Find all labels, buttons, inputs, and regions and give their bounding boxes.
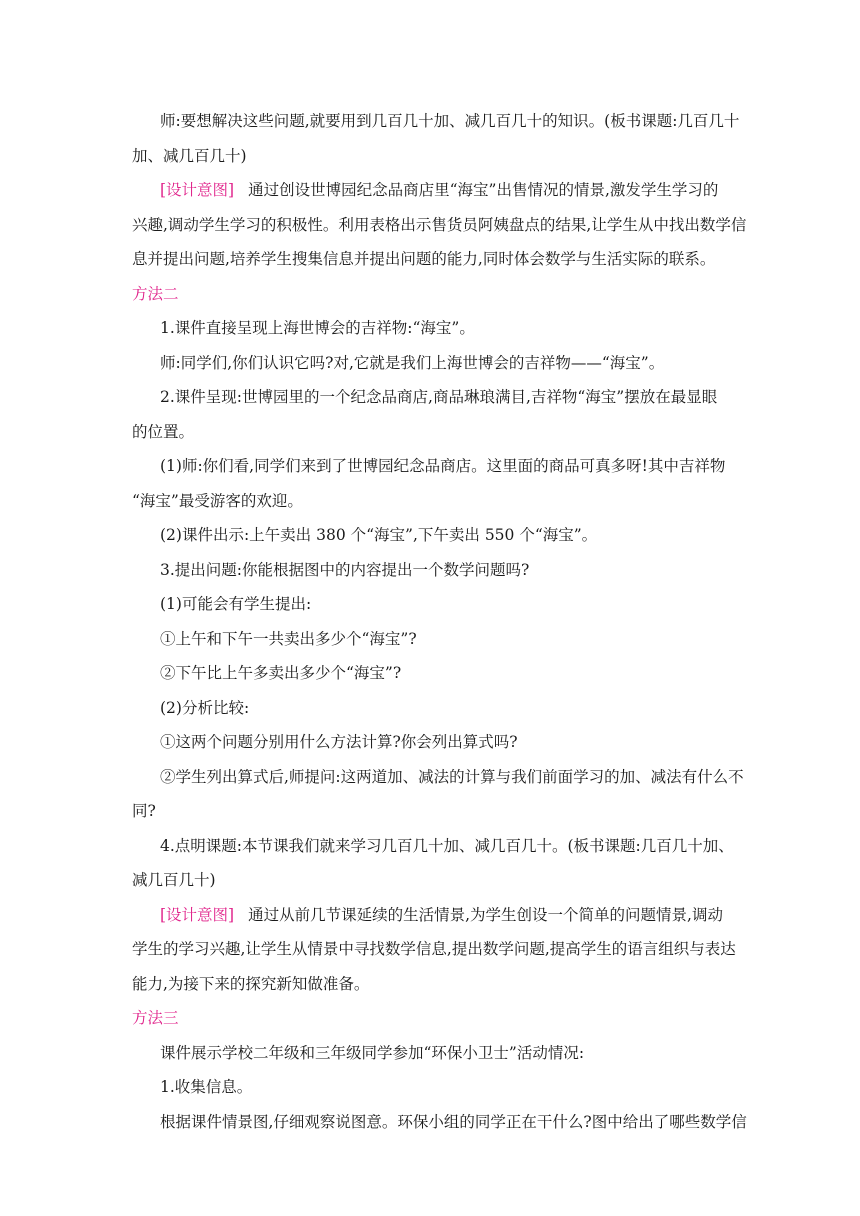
text-line: 1.收集信息。 bbox=[160, 1078, 253, 1096]
text-line: 3.提出问题:你能根据图中的内容提出一个数学问题吗? bbox=[160, 560, 530, 579]
section-heading: 方法二 bbox=[132, 284, 179, 303]
design-intent-text: 通过从前几节课延续的生活情景,为学生创设一个简单的问题情景,调动 bbox=[248, 905, 723, 924]
section-heading: 方法三 bbox=[132, 1009, 179, 1027]
text-line: 加、减几百几十) bbox=[132, 146, 247, 165]
text-line: 兴趣,调动学生学习的积极性。利用表格出示售货员阿姨盘点的结果,让学生从中找出数学信 bbox=[132, 215, 747, 234]
text-line: 4.点明课题:本节课我们就来学习几百几十加、减几百几十。(板书课题:几百几十加、 bbox=[160, 836, 734, 855]
text-line: ②学生列出算式后,师提问:这两道加、减法的计算与我们前面学习的加、减法有什么不 bbox=[160, 767, 744, 786]
text-line: 息并提出问题,培养学生搜集信息并提出问题的能力,同时体会数学与生活实际的联系。 bbox=[132, 250, 716, 268]
text-line: (2)课件出示:上午卖出 380 个“海宝”,下午卖出 550 个“海宝”。 bbox=[160, 526, 598, 544]
text-line: “海宝”最受游客的欢迎。 bbox=[132, 491, 303, 510]
text-line: 减几百几十) bbox=[132, 871, 216, 889]
text-line: 学生的学习兴趣,让学生从情景中寻找数学信息,提出数学问题,提高学生的语言组织与表达 bbox=[132, 940, 736, 958]
text-line: 2.课件呈现:世博园里的一个纪念品商店,商品琳琅满目,吉祥物“海宝”摆放在最显眼 bbox=[160, 388, 718, 406]
text-line: 的位置。 bbox=[132, 422, 195, 441]
text-line: 同? bbox=[132, 802, 156, 820]
design-intent-text: 通过创设世博园纪念品商店里“海宝”出售情况的情景,激发学生学习的 bbox=[248, 181, 719, 199]
design-intent-paragraph bbox=[132, 900, 732, 931]
document-body bbox=[132, 106, 747, 1141]
text-line: 根据课件情景图,仔细观察说图意。环保小组的同学正在干什么?图中给出了哪些数学信 bbox=[160, 1112, 747, 1131]
design-intent-paragraph bbox=[132, 175, 732, 206]
text-line: 能力,为接下来的探究新知做准备。 bbox=[132, 974, 370, 993]
text-line: (1)可能会有学生提出: bbox=[160, 595, 312, 613]
text-line: 师:同学们,你们认识它吗?对,它就是我们上海世博会的吉祥物——“海宝”。 bbox=[160, 353, 665, 372]
design-intent-tag: [设计意图] bbox=[160, 181, 235, 199]
text-line: ①这两个问题分别用什么方法计算?你会列出算式吗? bbox=[160, 733, 518, 751]
text-line: 师:要想解决这些问题,就要用到几百几十加、减几百几十的知识。(板书课题:几百几十 bbox=[160, 112, 740, 130]
text-line: (2)分析比较: bbox=[160, 698, 250, 717]
text-line: ②下午比上午多卖出多少个“海宝”? bbox=[160, 664, 402, 682]
design-intent-tag: [设计意图] bbox=[160, 905, 235, 924]
text-line: 课件展示学校二年级和三年级同学参加“环保小卫士”活动情况: bbox=[160, 1043, 585, 1062]
text-line: ①上午和下午一共卖出多少个“海宝”? bbox=[160, 629, 417, 648]
text-line: (1)师:你们看,同学们来到了世博园纪念品商店。这里面的商品可真多呀!其中吉祥物 bbox=[160, 457, 726, 475]
text-line: 1.课件直接呈现上海世博会的吉祥物:“海宝”。 bbox=[160, 319, 475, 337]
